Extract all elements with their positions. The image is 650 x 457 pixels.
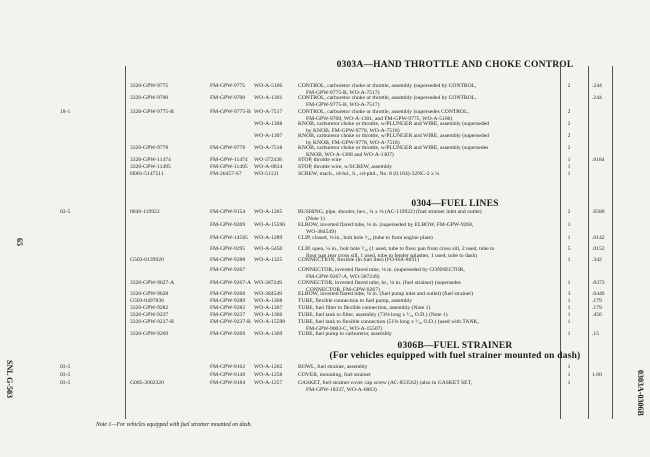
description-continuation: KNOB, WO-A-1308 and WO-A-1307) xyxy=(306,151,394,158)
quantity: 1 xyxy=(567,298,571,304)
federal-number: FM-GPW-14585 xyxy=(210,235,248,241)
description-line: TUBE, fuel tank to flexible connection (51⅝ long x ⁵⁄₁₆ O.D.) (used with TANK, xyxy=(298,319,479,325)
federal-number: FM-26457-S7 xyxy=(210,171,242,177)
quantity: 1 xyxy=(567,280,571,286)
unit-cost: .244 xyxy=(592,95,602,101)
federal-number: FM-GPW-9700 xyxy=(210,95,246,101)
federal-number: FM-GPW-9775 xyxy=(210,83,246,89)
manufacturer-number: WO-51131 xyxy=(254,171,279,177)
manufacturer-number: WO-A-1258 xyxy=(254,372,283,378)
description-continuation: WO-384549) xyxy=(306,228,336,235)
table-row xyxy=(0,109,650,121)
unit-cost: .244 xyxy=(592,83,602,89)
manufacturer-number: WO-A-1289 xyxy=(254,235,283,241)
quantity: 1 xyxy=(567,305,571,311)
section-subtitle-fuel-strainer: (For vehicles equipped with fuel strainer mounted on dash) xyxy=(329,351,581,361)
manufacturer-number: WO-384549 xyxy=(254,291,282,297)
manufacturer-number: WO-A-8834 xyxy=(254,164,283,170)
description xyxy=(298,157,560,164)
manufacturer-number: WO-A-1368 xyxy=(254,298,283,304)
quantity: 1 xyxy=(567,235,571,241)
unit-cost: .0373 xyxy=(592,280,605,286)
manufacturer-number: WO-387249 xyxy=(254,280,282,286)
description-line: CLIP, open, ¼ in., bolt hole ⁵⁄₁₆ (1 used, tube to floor pan front cross sill, 2 used, tube to xyxy=(298,246,495,252)
quantity: 1 xyxy=(567,364,571,370)
manufacturer-number: WO-372438 xyxy=(254,157,282,163)
quantity: 2 xyxy=(567,209,571,215)
ordnance-number: H001-5147511 xyxy=(130,171,164,177)
manufacturer-number: WO-A-1265 xyxy=(254,209,283,215)
table-row xyxy=(0,145,650,157)
description-continuation: FM-GPW-18337, WO-A-6883) xyxy=(306,386,377,393)
quantity: 1 xyxy=(567,372,571,378)
description-line: TUBE, fuel filter to flexible connection, assembly (Note 1) xyxy=(298,305,431,311)
quantity: 1 xyxy=(567,171,571,177)
description-line: TUBE, fuel tank to filter, assembly (73⅝ long x ⁵⁄₁₆ O.D.) (Note 1) xyxy=(298,312,448,318)
quantity: 2 xyxy=(567,145,571,151)
federal-number: FM-GPW-9778 xyxy=(210,145,246,151)
quantity: 1 xyxy=(567,319,571,325)
description-continuation: CONNECTOR, FM-GPW-9267) xyxy=(306,286,380,293)
federal-number: FM-GPW-9295 xyxy=(210,246,246,252)
federal-number: FM-GPW-9268 xyxy=(210,291,246,297)
manufacturer-number: WO-A-15598 xyxy=(254,319,286,325)
description-line: COVER, mounting, fuel strainer xyxy=(298,372,371,378)
description-line: TUBE, flexible connection to fuel pump, assembly xyxy=(298,298,413,304)
quantity: 1 xyxy=(567,157,571,163)
figure-ref: 03-5 xyxy=(60,364,71,370)
description-line: CONTROL, carburetor choke or throttle, assembly (superseded by CONTROL, xyxy=(298,83,477,89)
federal-number: FM-GPW-9237 xyxy=(210,312,246,318)
quantity: 1 xyxy=(567,222,571,228)
federal-number: FM-GPW-9269 xyxy=(210,222,246,228)
unit-cost: .456 xyxy=(592,312,602,318)
description-line: CONNECTOR, inverted flared tube, ⅛ in. (superseded by CONNECTOR, xyxy=(298,267,465,273)
description-line: STOP, throttle wire, w/SCREW, assembly xyxy=(298,164,393,170)
table-row xyxy=(0,319,650,331)
description xyxy=(298,291,560,298)
ordnance-number: 3320-GPW-9282 xyxy=(130,305,169,311)
description xyxy=(298,305,560,312)
table-row xyxy=(0,121,650,133)
description-line: ELBOW, inverted flared tube, ⅛ in. (superseded by ELBOW, FM-GPW-9268, xyxy=(298,222,474,228)
manufacturer-number: WO-A-1369 xyxy=(254,331,283,337)
description xyxy=(298,164,560,171)
federal-number: FM-GPW-9267 xyxy=(210,267,246,273)
unit-cost: .179 xyxy=(592,298,602,304)
page-number: 65 xyxy=(15,238,24,246)
figure-ref: 18-1 xyxy=(60,109,71,115)
manufacturer-number: WO-A-1325 xyxy=(254,257,283,263)
description xyxy=(298,364,560,371)
quantity: 2 xyxy=(567,83,571,89)
manufacturer-number: WO-A-1308 xyxy=(254,121,283,127)
document-number: SNL G-503 xyxy=(5,360,14,399)
description xyxy=(298,235,560,242)
ordnance-number: 0040-119922 xyxy=(130,209,160,215)
description-line: ELBOW, inverted flared tube, ⅛ in. (fuel pump inlet and outlet) (fuel strainer) xyxy=(298,291,474,297)
manufacturer-number: WO-A-7517 xyxy=(254,109,283,115)
ordnance-number: 3320-GPW-9237-B xyxy=(130,319,174,325)
description-line: CONTROL, carburetor choke or throttle, assembly (superseded by CONTROL, xyxy=(298,95,477,101)
figure-ref: 03-5 xyxy=(60,209,71,215)
description-line: KNOB, carburetor choke or throttle, w/PLUNGER and WIRE, assembly (superseded xyxy=(298,133,489,139)
manufacturer-number: WO-A-1301 xyxy=(254,95,283,101)
manufacturer-number: WO-A-5450 xyxy=(254,246,283,252)
quantity: 2 xyxy=(567,109,571,115)
quantity: 3 xyxy=(567,291,571,297)
unit-cost: .0446 xyxy=(592,291,605,297)
unit-cost: 1.60 xyxy=(592,372,602,378)
manufacturer-number: WO-A-5106 xyxy=(254,83,283,89)
unit-cost: .342 xyxy=(592,257,602,263)
description xyxy=(298,171,560,178)
quantity: 1 xyxy=(567,312,571,318)
federal-number: FM-GPW-9289 xyxy=(210,298,246,304)
unit-cost: .0586 xyxy=(592,209,605,215)
quantity: 1 xyxy=(567,164,571,170)
description-line: TUBE, fuel pump to carburetor, assembly xyxy=(298,331,392,337)
federal-number: FM-GPW-9149 xyxy=(210,372,246,378)
description xyxy=(298,312,560,319)
description-continuation: FM-GPW-9700, WO-A-1301, and FM-GPW-9775, WO-A-5106) xyxy=(306,115,453,122)
table-row xyxy=(0,133,650,145)
description-continuation: FM-GPW-9775-B, WO-A-7517) xyxy=(306,89,380,96)
description-line: CONNECTOR, inverted flared tube, br., ⅛ in. (fuel strainer) (supersedes xyxy=(298,280,461,286)
table-row xyxy=(0,95,650,107)
quantity: 2 xyxy=(567,133,571,139)
description-line: CONNECTION, flexible (in fuel line) (FO-HA-8031) xyxy=(298,257,419,263)
description xyxy=(298,95,560,108)
section-range: 0303A-0306B xyxy=(636,370,645,416)
federal-number: FM-GPW-11474 xyxy=(210,157,248,163)
ordnance-number: 3320-GPW-9775 xyxy=(130,83,169,89)
federal-number: FM-GPW-9267-A xyxy=(210,280,252,286)
description-continuation: by KNOB, FM-GPW-9778, WO-A-7518) xyxy=(306,139,400,146)
table-row xyxy=(0,222,650,234)
unit-cost: .0152 xyxy=(592,246,605,252)
federal-number: FM-GPW-9282 xyxy=(210,305,246,311)
ordnance-number: G503-0497836 xyxy=(130,298,164,304)
manufacturer-number: WO-A-1367 xyxy=(254,305,283,311)
manufacturer-number: WO-A-1307 xyxy=(254,133,283,139)
federal-number: FM-GPW-9269 xyxy=(210,331,246,337)
ordnance-number: 3320-GPW-9775-B xyxy=(130,109,174,115)
description xyxy=(298,209,560,222)
description xyxy=(298,222,560,235)
table-row xyxy=(0,380,650,392)
description-continuation: floor pan rear cross sill, 1 used, tube to fender splasher, 1 used, tube to dash) xyxy=(306,252,478,259)
description-line: BUSHING, pipe, shouler, hex., ¼ x ⅛ (AC-119922) (fuel strainer inlet and outlet) xyxy=(298,209,482,215)
description-line: SCREW, mach., rd-hd., S., cd-pltd., No. 8 (0.164)-32NC-2 x ¼ xyxy=(298,171,440,177)
description-line: GASKET, fuel strainer cover cap screw (AC-853562) (also in GASKET SET, xyxy=(298,380,472,386)
ordnance-number: 3320-GPW-9269 xyxy=(130,331,169,337)
description xyxy=(298,267,560,280)
description-continuation: FM-GPW-9775-B, WO-A-7517) xyxy=(306,101,380,108)
unit-cost: .179 xyxy=(592,305,602,311)
quantity: 1 xyxy=(567,331,571,337)
manufacturer-number: WO-A-7518 xyxy=(254,145,283,151)
table-row xyxy=(0,209,650,221)
federal-number: FM-GPW-9288 xyxy=(210,257,246,263)
description xyxy=(298,257,560,264)
section-title-fuel-strainer: 0306B—FUEL STRAINER xyxy=(397,341,513,351)
unit-cost: .0142 xyxy=(592,235,605,241)
description-continuation: (Note 1) xyxy=(306,215,325,222)
manufacturer-number: WO-A-1262 xyxy=(254,364,283,370)
federal-number: FM-GPW-11495 xyxy=(210,164,248,170)
description-line: BOWL, fuel strainer, assembly xyxy=(298,364,368,370)
description-continuation: FM-GPW-9003-C, WO-A-15507) xyxy=(306,325,383,332)
description xyxy=(298,372,560,379)
manufacturer-number: WO-A-1257 xyxy=(254,380,283,386)
manufacturer-number: WO-A-1366 xyxy=(254,312,283,318)
federal-number: FM-GPW-9162 xyxy=(210,364,246,370)
table-row xyxy=(0,267,650,279)
description-continuation: FM-GPW-9267-A, WO-387249) xyxy=(306,273,380,280)
description-line: CONTROL, carburetor choke or throttle, assembly (supersedes CONTROL, xyxy=(298,109,469,115)
ordnance-number: 3320-GPW-11474 xyxy=(130,157,171,163)
section-title-fuel-lines: 0304—FUEL LINES xyxy=(411,199,499,209)
table-row xyxy=(0,331,650,343)
quantity: 1 xyxy=(567,257,571,263)
quantity: 5 xyxy=(567,246,571,252)
manufacturer-number: WO-A-15596 xyxy=(254,222,286,228)
description xyxy=(298,298,560,305)
description-line: KNOB, carburetor choke or throttle, w/PLUNGER and WIRE, assembly (supersedes xyxy=(298,145,489,151)
description xyxy=(298,331,560,338)
federal-number: FM-GPW-9775-B xyxy=(210,109,251,115)
description-continuation: by KNOB, FM-GPW-9778, WO-A-7518) xyxy=(306,127,400,134)
quantity: 2 xyxy=(567,121,571,127)
ordnance-number: 3320-GPW-9778 xyxy=(130,145,169,151)
unit-cost: .15 xyxy=(592,331,599,337)
ordnance-number: 3320-GPW-9700 xyxy=(130,95,169,101)
federal-number: FM-GPW-9184 xyxy=(210,380,246,386)
ordnance-number: 3320-GPW-9237 xyxy=(130,312,169,318)
table-row xyxy=(0,83,650,95)
unit-cost: .0184 xyxy=(592,157,605,163)
quantity: 1 xyxy=(567,380,571,386)
federal-number: FM-GPW-9154 xyxy=(210,209,246,215)
ordnance-number: G503-0139920 xyxy=(130,257,164,263)
footnote: Note 1—For vehicles equipped with fuel strainer mounted on dash. xyxy=(96,422,252,428)
figure-ref: 03-5 xyxy=(60,380,71,386)
ordnance-number: 3320-GPW-11495 xyxy=(130,164,171,170)
ordnance-number: 3320-GPW-9627-A xyxy=(130,280,175,286)
description-line: STOP, throttle wire xyxy=(298,157,342,163)
description-line: KNOB, carburetor choke or throttle, w/PLUNGER and WIRE, assembly (superseded xyxy=(298,121,489,127)
ordnance-number: G085-3002320 xyxy=(130,380,164,386)
figure-ref: 03-5 xyxy=(60,372,71,378)
ordnance-number: 3320-GPW-9628 xyxy=(130,291,169,297)
federal-number: FM-GPW-9237-B xyxy=(210,319,251,325)
description-line: CLIP, closed, ⅛ in., bolt hole ⁵⁄₁₆ (tube to front engine plate) xyxy=(298,235,433,241)
section-title-throttle: 0303A—HAND THROTTLE AND CHOKE CONTROL xyxy=(336,60,574,70)
table-row xyxy=(0,171,650,183)
description xyxy=(298,380,560,393)
